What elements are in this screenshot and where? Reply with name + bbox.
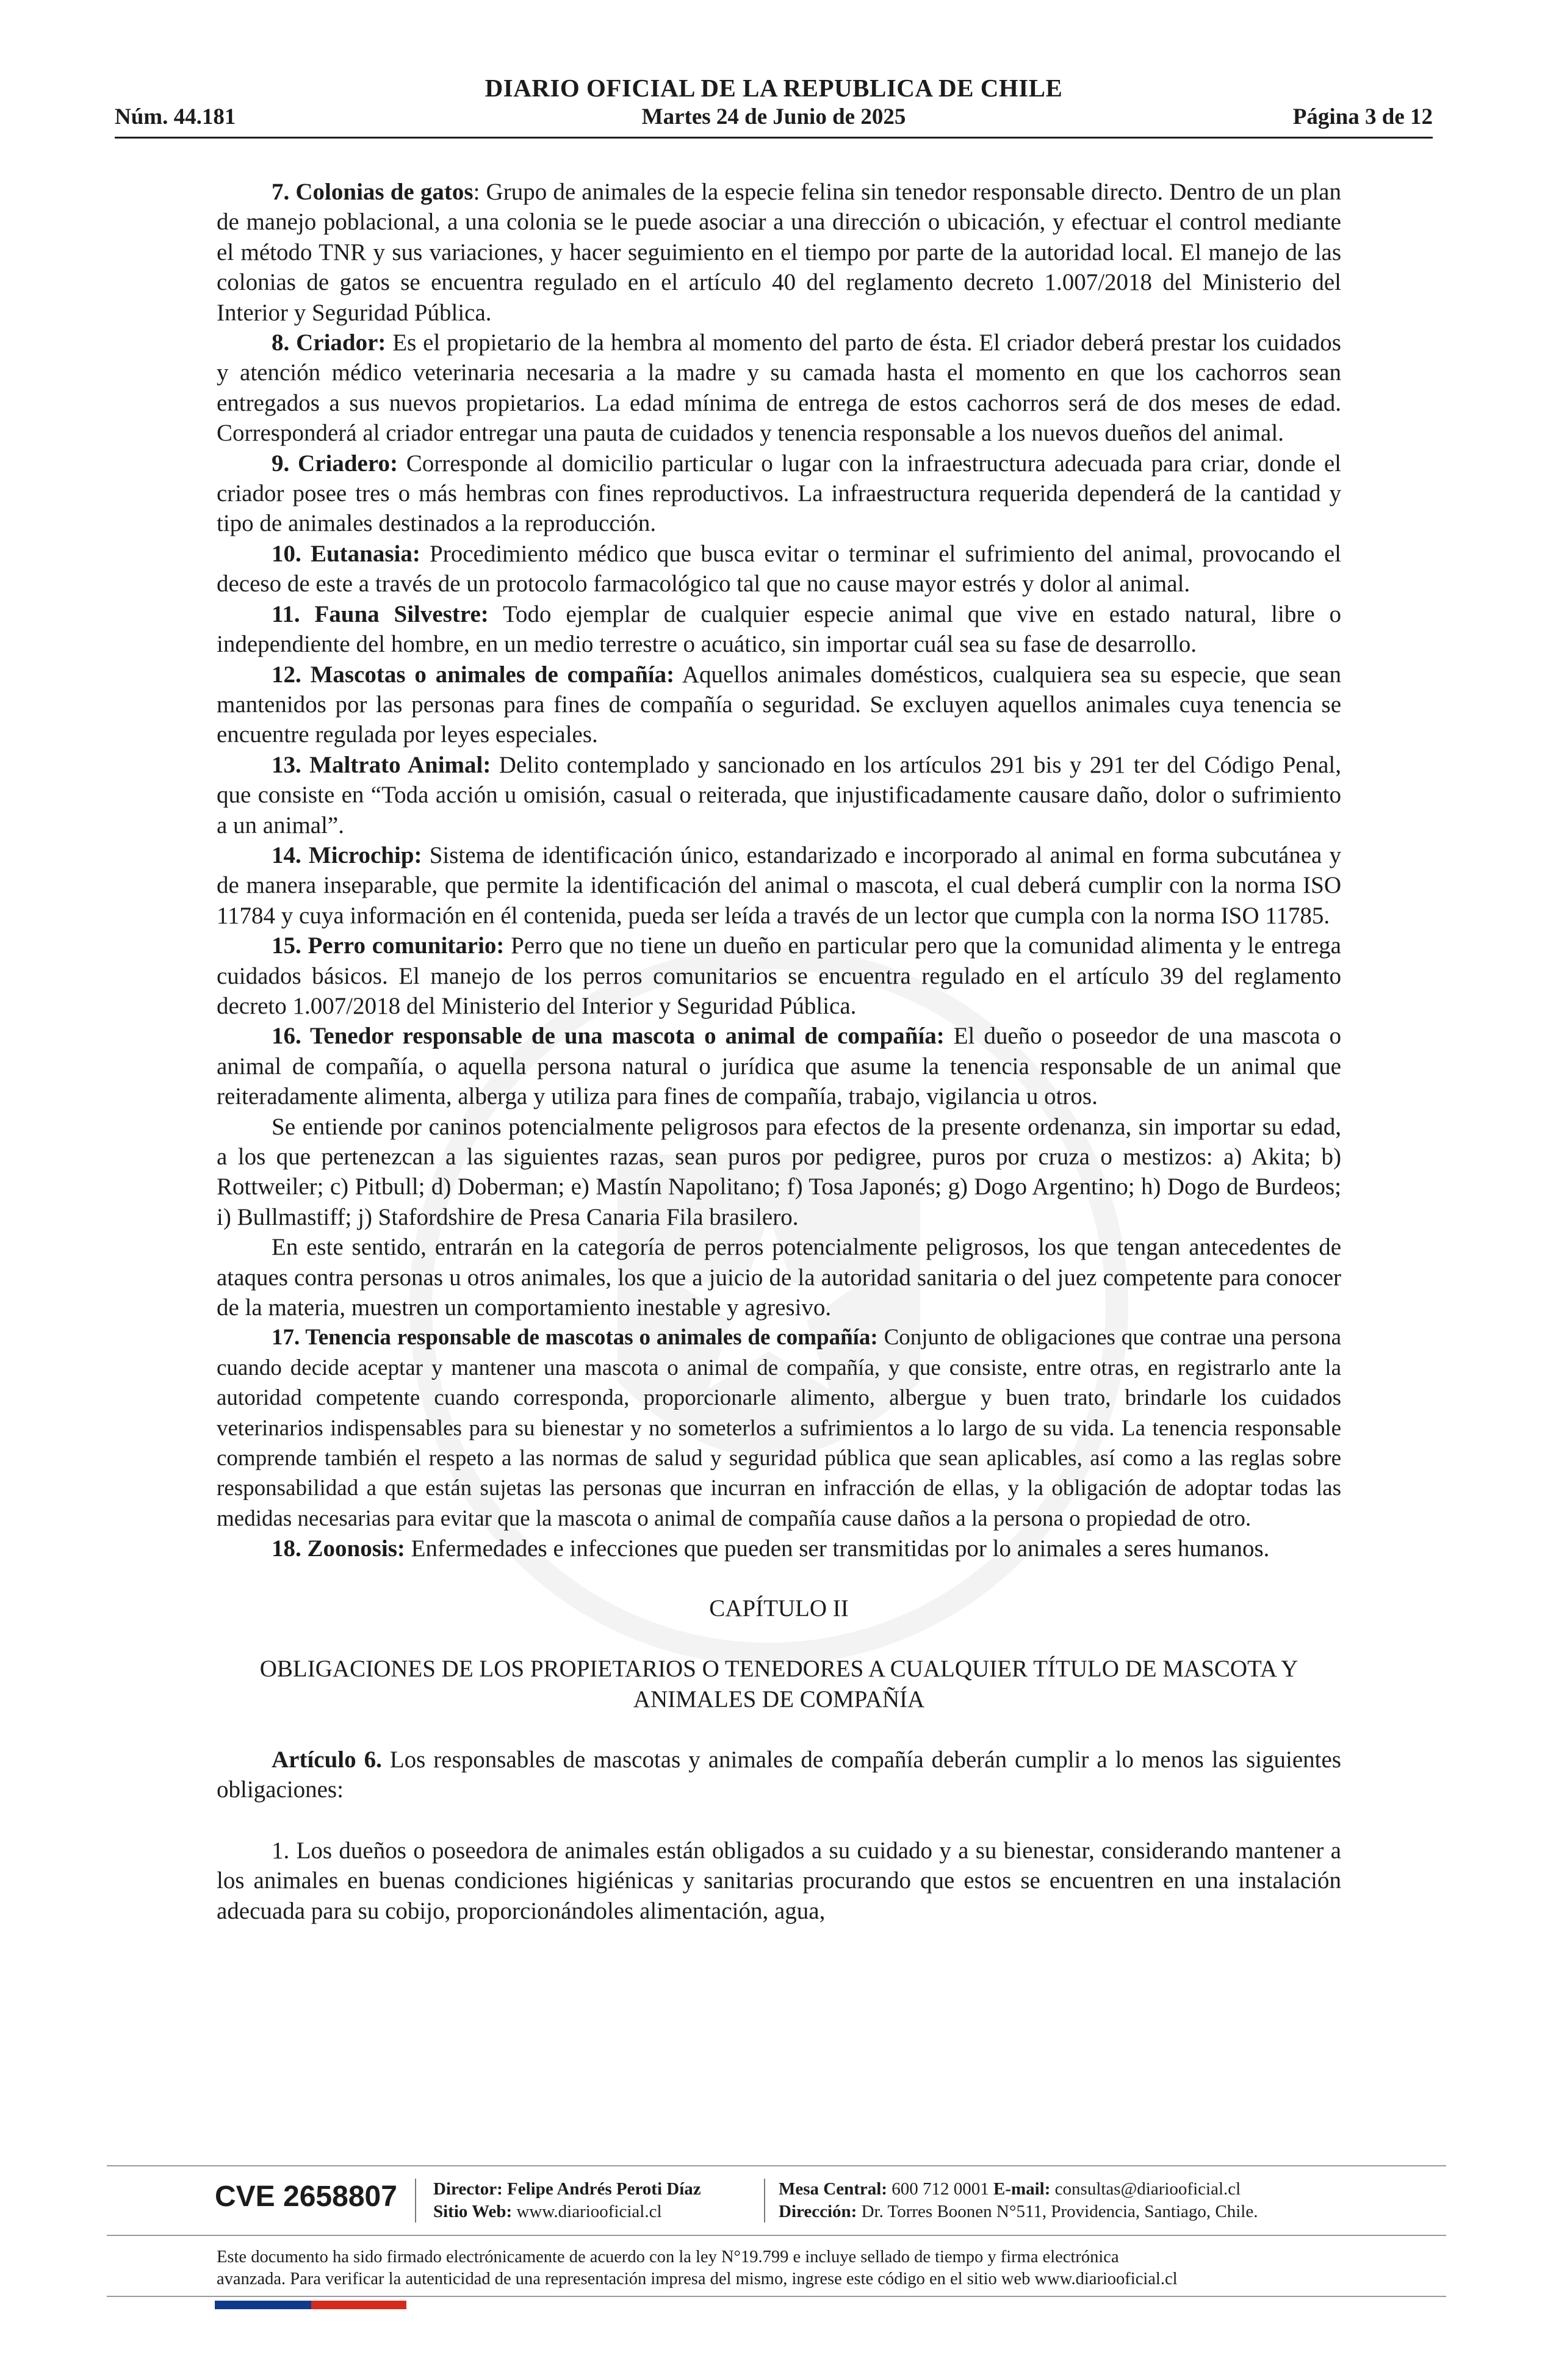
- document-body: [217, 177, 1341, 1926]
- flag-stripe-red: [311, 2301, 406, 2309]
- flag-stripe-blue: [215, 2301, 311, 2309]
- footer-divider-bottom: [107, 2296, 1446, 2297]
- footer-separator: [764, 2179, 765, 2223]
- header-divider: [115, 137, 1433, 139]
- article-6-item-1: 1. Los dueños o poseedora de animales están obligados a su cuidado y a su bienestar, considerando mantener a los animales en buenas condiciones higiénicas y sanitarias procurando que estos se encuentren en una instalación adecuada para su cobijo, proporcionándoles alimentación, agua,: [217, 1837, 1341, 1924]
- footer-contact: Mesa Central: 600 712 0001 E-mail: consultas@diariooficial.cl: [779, 2179, 1241, 2199]
- issue-date: Martes 24 de Junio de 2025: [641, 104, 906, 129]
- definition-13: 13. Maltrato Animal: Delito contemplado y sancionado en los artículos 291 bis y 291 ter del Código Penal, que consiste en “Toda acción u omisión, casual o reiterada, que injustificadamente causare daño, dolor o sufrimiento a un animal”.: [217, 751, 1342, 838]
- definition-16: 16. Tenedor responsable de una mascota o animal de compañía: El dueño o poseedor de una mascota o animal de compañía, o aquella persona natural o jurídica que asume la tenencia responsable de un animal que reiteradamente alimenta, alberga y utiliza para fines de compañía, trabajo, vigilancia u otros.: [217, 1023, 1341, 1110]
- definition-10: 10. Eutanasia: Procedimiento médico que busca evitar o terminar el sufrimiento del animal, provocando el deceso de este a través de un protocolo farmacológico tal que no cause mayor estrés y dolor al animal.: [217, 540, 1341, 597]
- definition-8: 8. Criador: Es el propietario de la hembra al momento del parto de ésta. El criador deberá prestar los cuidados y atención médico veterinaria necesaria a la madre y su camada hasta el momento en que los cachorros sean entregados a sus nuevos propietarios. La edad mínima de entrega de estos cachorros será de dos meses de edad. Corresponderá al criador entregar una pauta de cuidados y tenencia responsable a los nuevos dueños del animal.: [217, 330, 1341, 447]
- footer-address: Dirección: Dr. Torres Boonen N°511, Providencia, Santiago, Chile.: [779, 2202, 1258, 2221]
- footer-website: Sitio Web: www.diariooficial.cl: [433, 2202, 662, 2221]
- footer-separator: [415, 2179, 416, 2223]
- page-number: Página 3 de 12: [1292, 104, 1433, 129]
- chapter-heading: CAPÍTULO II: [709, 1595, 849, 1621]
- email-link[interactable]: consultas@diariooficial.cl: [1054, 2179, 1241, 2199]
- definition-15: 15. Perro comunitario: Perro que no tiene un dueño en particular pero que la comunidad alimenta y le entrega cuidados básicos. El manejo de los perros comunitarios se encuentra regulado en el artículo 39 del reglamento decreto 1.007/2018 del Ministerio del Interior y Seguridad Pública.: [217, 932, 1341, 1019]
- dangerous-dogs-paragraph: En este sentido, entrarán en la categoría de perros potencialmente peligrosos, los que tengan antecedentes de ataques contra personas u otros animales, los que a juicio de la autoridad sanitaria o del juez competente para conocer de la materia, muestren un comportamiento inestable y agresivo.: [217, 1234, 1341, 1321]
- definition-7: 7. Colonias de gatos: Grupo de animales de la especie felina sin tenedor responsable directo. Dentro de un plan de manejo poblacional, a una colonia se le puede asociar a una dirección o ubicación, y efectuar el control mediante el método TNR y sus variaciones, y hacer seguimiento en el tiempo por parte de la autoridad local. El manejo de las colonias de gatos se encuentra regulado en el artículo 40 del reglamento decreto 1.007/2018 del Ministerio del Interior y Seguridad Pública.: [217, 179, 1341, 326]
- cve-code: CVE 2658807: [215, 2180, 397, 2213]
- footer-divider-mid: [107, 2235, 1446, 2236]
- legal-notice: Este documento ha sido firmado electrónicamente de acuerdo con la ley N°19.799 e incluye sellado de tiempo y firma electrónica avanzada. Para verificar la autenticidad de una representación impresa del mismo, ingrese este código en el sitio web www.diariooficial.cl: [217, 2248, 1178, 2288]
- gazette-title: DIARIO OFICIAL DE LA REPUBLICA DE CHILE: [484, 74, 1063, 102]
- chapter-title: OBLIGACIONES DE LOS PROPIETARIOS O TENEDORES A CUALQUIER TÍTULO DE MASCOTA Y ANIMALES DE COMPAÑÍA: [259, 1656, 1298, 1712]
- website-link[interactable]: www.diariooficial.cl: [516, 2202, 662, 2221]
- definition-11: 11. Fauna Silvestre: Todo ejemplar de cualquier especie animal que vive en estado natural, libre o independiente del hombre, en un medio terrestre o acuático, sin importar cuál sea su fase de desarrollo.: [217, 600, 1341, 658]
- definition-18: 18. Zoonosis: Enfermedades e infecciones que pueden ser transmitidas por lo animales a seres humanos.: [272, 1535, 1270, 1562]
- dangerous-breeds-paragraph: Se entiende por caninos potencialmente peligrosos para efectos de la presente ordenanza, sin importar su edad, a los que pertenezcan a las siguientes razas, sean puros por pedigree, puros por cruza o mestizos: a) Akita; b) Rottweiler; c) Pitbull; d) Doberman; e) Mastín Napolitano; f) Tosa Japonés; g) Dogo Argentino; h) Dogo de Burdeos; i) Bullmastiff; j) Stafordshire de Presa Canaria Fila brasilero.: [217, 1113, 1341, 1230]
- definition-17: 17. Tenencia responsable de mascotas o animales de compañía: Conjunto de obligaciones que contrae una persona cuando decide aceptar y mantener una mascota o animal de compañía, y que consiste, entre otras, en registrarlo ante la autoridad competente cuando corresponda, proporcionarle alimento, albergue y buen trato, brindarle los cuidados veterinarios indispensables para su bienestar y no someterlos a sufrimientos a lo largo de su vida. La tenencia responsable comprende también el respeto a las normas de salud y seguridad pública que sean aplicables, así como a las reglas sobre responsabilidad a que están sujetas las personas que incurran en infracción de ellas, y la obligación de adoptar todas las medidas necesarias para evitar que la mascota o animal de compañía cause daños a la persona o propiedad de otro.: [217, 1325, 1341, 1531]
- definition-9: 9. Criadero: Corresponde al domicilio particular o lugar con la infraestructura adecuada para criar, donde el criador posee tres o más hembras con fines reproductivos. La infraestructura requerida dependerá de la cantidad y tipo de animales destinados a la reproducción.: [217, 450, 1342, 537]
- article-6: Artículo 6. Los responsables de mascotas y animales de compañía deberán cumplir a lo menos las siguientes obligaciones:: [217, 1746, 1341, 1803]
- footer-divider-top: [107, 2165, 1446, 2166]
- footer-director: Director: Felipe Andrés Peroti Díaz: [433, 2179, 701, 2199]
- definition-12: 12. Mascotas o animales de compañía: Aquellos animales domésticos, cualquiera sea su especie, que sean mantenidos por las personas para fines de compañía o seguridad. Se excluyen aquellos animales cuya tenencia se encuentre regulada por leyes especiales.: [217, 661, 1341, 748]
- page-header: [115, 73, 1433, 135]
- issue-number: Núm. 44.181: [115, 104, 236, 129]
- definition-14: 14. Microchip: Sistema de identificación único, estandarizado e incorporado al animal en forma subcutánea y de manera inseparable, que permite la identificación del animal o mascota, el cual deberá cumplir con la norma ISO 11784 y cuya información en él contenida, pueda ser leída a través de un lector que cumpla con la norma ISO 11785.: [217, 842, 1342, 929]
